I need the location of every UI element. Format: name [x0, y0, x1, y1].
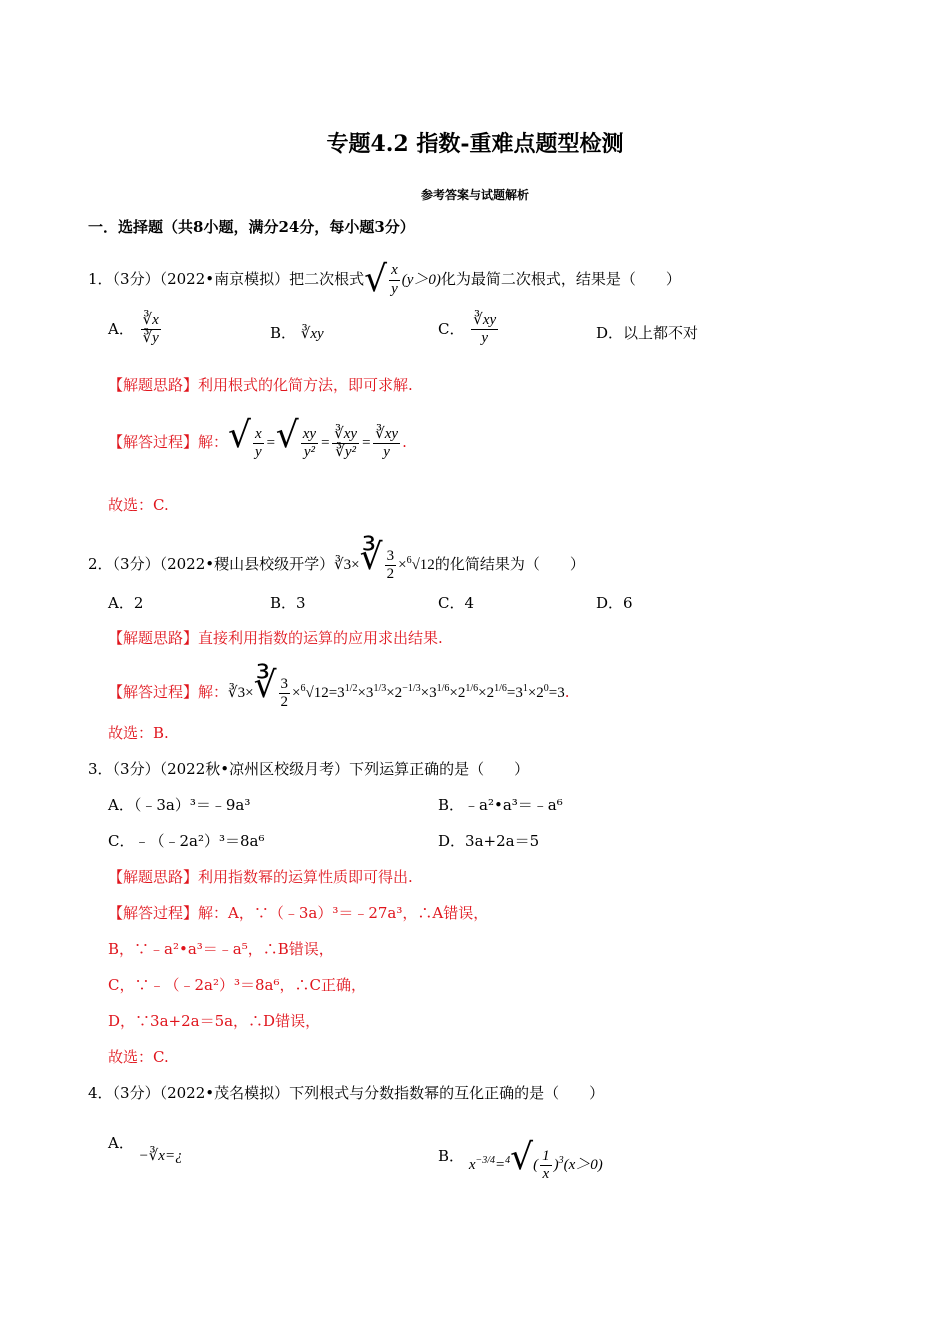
page-title: 专题4.2 指数-重难点题型检测: [326, 131, 624, 157]
option-d[interactable]: D．3a+2a＝5: [438, 832, 540, 850]
process-start: 解：: [198, 433, 229, 451]
option-label: B．: [438, 1147, 465, 1165]
question-number: 2．: [88, 555, 113, 573]
option-label: B．: [270, 324, 297, 342]
idea-text: 利用指数幂的运算性质即可得出.: [198, 868, 413, 886]
process-label: 【解答过程】: [108, 904, 199, 922]
option-b-math: ∛xy: [300, 326, 324, 342]
option-a-math: −∛x=¿: [138, 1148, 183, 1164]
option-a-math: $\frac{∛x}{∛y}$: [142, 312, 159, 347]
option-d[interactable]: D．以上都不对: [596, 324, 699, 342]
option-b-math: $x^{-3/4}=^4√$( $\frac{1}{x}$ )$^3$(x＞0): [468, 1137, 603, 1183]
process-line: B，∵﹣a²•a³＝﹣a⁵，∴B错误，: [108, 940, 334, 958]
page-subtitle: 参考答案与试题解析: [420, 188, 529, 202]
solution-idea: [108, 866, 413, 887]
question-number: 4．: [88, 1084, 113, 1102]
idea-text: 直接利用指数的运算的应用求出结果.: [198, 629, 443, 647]
option-b[interactable]: B．﹣a²•a³＝﹣a⁶: [438, 796, 563, 814]
idea-text: 利用根式的化简方法，即可求解.: [198, 376, 413, 394]
process-label: 【解答过程】: [108, 683, 199, 701]
answer: 故选：C.: [108, 1048, 169, 1066]
idea-label: 【解题思路】: [108, 868, 199, 886]
option-label: C．: [438, 319, 465, 338]
option-c[interactable]: C．﹣（﹣2a²）³＝8a⁶: [108, 832, 265, 850]
solution-idea: [108, 374, 413, 395]
question-4: [88, 1082, 604, 1103]
idea-label: 【解题思路】: [108, 376, 199, 394]
process-math: ∛3×∛ $\frac{3}{2}$ $\times^6√12=3^{1/2}\times 3^{1/3}\times 2^{-1/3}\times 3^{1/6}\times 2^{1/6}\times 2^{1/6}=3^1\times 2^0=3$: [228, 665, 565, 711]
answer: 故选：B.: [108, 724, 169, 742]
process-line: 解：A，∵（﹣3a）³＝﹣27a³，∴A错误，: [198, 904, 489, 922]
option-b[interactable]: B．3: [270, 594, 306, 612]
question-head: （3分）（2022•稷山县校级开学）: [112, 555, 335, 573]
solution-idea: [108, 627, 443, 648]
option-c-math: $\frac{∛xy}{y}$: [473, 312, 497, 347]
option-c[interactable]: [438, 312, 500, 348]
question-tail: 化为最简二次根式，结果是（ ）: [440, 270, 681, 288]
process-line: D，∵3a+2a＝5a，∴D错误，: [108, 1012, 321, 1030]
condition: (y＞0): [401, 272, 441, 288]
radical-expression: √ x y: [364, 259, 398, 300]
process-start: 解：: [198, 683, 229, 701]
option-a[interactable]: A．2: [108, 594, 144, 612]
option-b[interactable]: [270, 322, 324, 343]
answer: 故选：C.: [108, 496, 169, 514]
radical-expression: ∛3×∛ $\frac{3}{2}$ ×$^6$√12: [334, 537, 435, 583]
question-1: [88, 259, 681, 300]
option-d[interactable]: D．6: [596, 594, 633, 612]
option-a[interactable]: [108, 312, 163, 348]
process-line: C，∵﹣（﹣2a²）³＝8a⁶，∴C正确，: [108, 976, 366, 994]
section-heading: 一．选择题（共8小题，满分24分，每小题3分）: [88, 218, 415, 236]
option-label: A．: [108, 319, 134, 338]
question-head: （3分）（2022秋•凉州区校级月考）下列运算正确的是（ ）: [112, 760, 530, 778]
solution-process: 【解答过程】解：∛3×∛ $\frac{3}{2}$ $\times^6√12=3^{1/2}\times 3^{1/3}\times 2^{-1/3}\times 3^{1/6}\times 2^{1/6}\times 2^{1/6}=3^1\times 2^0=3$.: [108, 665, 570, 711]
process-label: 【解答过程】: [108, 433, 199, 451]
solution-process: [108, 902, 488, 923]
question-number: 1．: [88, 270, 113, 288]
question-head: （3分）（2022•茂名模拟）下列根式与分数指数幂的互化正确的是（ ）: [112, 1084, 605, 1102]
option-c[interactable]: C．4: [438, 594, 475, 612]
solution-process: 【解答过程】解：√ $\frac{x}{y}$ =√ $\frac{xy}{\text{y²}}$ = $\frac{∛xy}{\text{∛y²}}$ = $\frac{∛xy}{y}$ .: [108, 415, 407, 461]
question-3: [88, 758, 529, 779]
question-number: 3．: [88, 760, 113, 778]
option-label: A．: [108, 1134, 134, 1152]
question-tail: 的化简结果为（ ）: [434, 555, 585, 573]
question-head: （3分）（2022•南京模拟）把二次根式: [112, 270, 365, 288]
idea-label: 【解题思路】: [108, 629, 199, 647]
option-a[interactable]: A．（﹣3a）³＝﹣9a³: [108, 796, 251, 814]
process-math: √ $\frac{x}{y}$ =√ $\frac{xy}{\text{y²}}$ = $\frac{∛xy}{\text{∛y²}}$ = $\frac{∛xy}{y}$: [228, 415, 399, 461]
option-a[interactable]: [108, 1132, 183, 1164]
question-2: [88, 537, 585, 583]
option-b[interactable]: [438, 1132, 603, 1183]
